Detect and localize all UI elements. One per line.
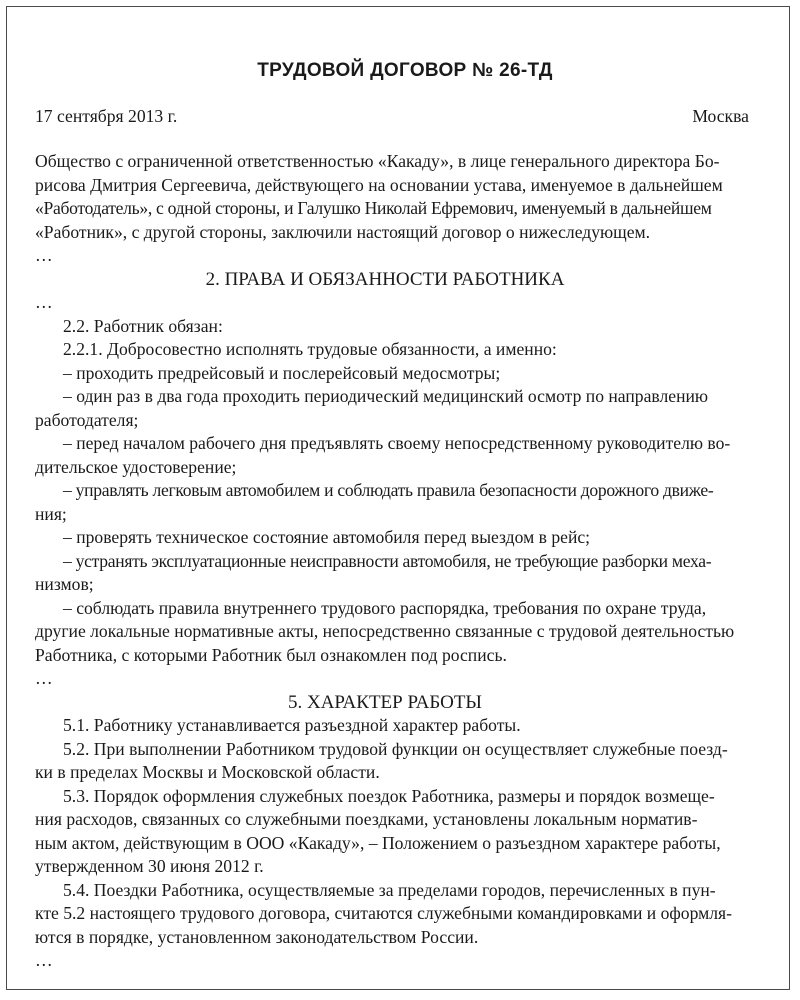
- ellipsis: …: [35, 292, 53, 312]
- ellipsis: …: [35, 950, 53, 970]
- section-5-heading: 5. ХАРАКТЕР РАБОТЫ: [287, 691, 483, 713]
- intro-paragraph: [35, 150, 735, 244]
- clause-line: 2.2. Работник обязан:: [63, 315, 223, 336]
- document-body: [35, 56, 749, 973]
- contract-date: 17 сентября 2013 г.: [35, 106, 178, 126]
- list-item-line: работодателя;: [35, 409, 139, 430]
- text-line: Общество с ограниченной ответственностью «Какаду», в лице генерального директора Бо-: [35, 151, 720, 171]
- date-city-line: [35, 105, 749, 129]
- list-item-line: – управлять легковым автомобилем и соблюдать правила безопасности дорожного движе-: [63, 480, 714, 500]
- clause-line: ки в пределах Москвы и Московской области.: [35, 762, 380, 782]
- list-item-line: – устранять эксплуатационные неисправности автомобиля, не требующие разборки меха-: [63, 550, 712, 571]
- clause-line: ются в порядке, установленном законодательством России.: [35, 926, 479, 947]
- list-item-line: дительское удостоверение;: [35, 456, 237, 477]
- section-2-heading: 2. ПРАВА И ОБЯЗАННОСТИ РАБОТНИКА: [205, 268, 565, 290]
- clause-line: ным актом, действующим в ООО «Какаду», – Положением о разъездном характере работы,: [35, 832, 721, 853]
- list-item-line: – проверять техническое состояние автомобиля перед выездом в рейс;: [63, 527, 591, 547]
- section-2-body: [35, 315, 735, 668]
- ellipsis: …: [35, 245, 53, 265]
- text-line: рисова Дмитрия Сергеевича, действующего на основании устава, именуемое в дальнейшем: [35, 174, 723, 195]
- list-item-line: низмов;: [35, 574, 94, 594]
- clause-line: утвержденном 30 июня 2012 г.: [35, 856, 264, 876]
- text-line: «Работодатель», с одной стороны, и Галушко Николай Ефремович, именуемый в дальнейшем: [35, 198, 712, 218]
- text-line: «Работник», с другой стороны, заключили настоящий договор о нижеследующем.: [35, 221, 651, 242]
- list-item-line: – соблюдать правила внутреннего трудового распорядка, требования по охране труда,: [63, 597, 707, 618]
- clause-line: кте 5.2 настоящего трудового договора, считаются служебными командировками и оформля-: [35, 903, 732, 923]
- list-item-line: – перед началом рабочего дня предъявлять своему непосредственному руководителю во-: [63, 433, 731, 453]
- list-item-line: – проходить предрейсовый и послерейсовый медосмотры;: [63, 362, 501, 383]
- document-page: [6, 6, 790, 990]
- list-item-line: – один раз в два года проходить периодический медицинский осмотр по направлению: [63, 386, 709, 406]
- list-item-line: Работника, с которыми Работник был ознакомлен под роспись.: [35, 644, 507, 665]
- clause-line: 2.2.1. Добросовестно исполнять трудовые обязанности, а именно:: [63, 339, 557, 359]
- list-item-line: другие локальные нормативные акты, непосредственно связанные с трудовой деятельностью: [35, 621, 735, 641]
- section-5-body: [35, 714, 735, 949]
- clause-line: 5.3. Порядок оформления служебных поездок Работника, размеры и порядок возмеще-: [63, 785, 715, 806]
- clause-line: ния расходов, связанных со служебными поездками, установлены локальным норматив-: [35, 809, 698, 829]
- clause-line: 5.2. При выполнении Работником трудовой функции он осуществляет служебные поезд-: [63, 738, 728, 759]
- ellipsis: …: [35, 668, 53, 688]
- contract-city: Москва: [692, 106, 749, 126]
- document-title: ТРУДОВОЙ ДОГОВОР № 26-ТД: [257, 60, 553, 81]
- clause-line: 5.4. Поездки Работника, осуществляемые за пределами городов, перечисленных в пун-: [63, 879, 716, 900]
- list-item-line: ния;: [35, 503, 67, 524]
- clause-line: 5.1. Работнику устанавливается разъездной характер работы.: [63, 715, 521, 735]
